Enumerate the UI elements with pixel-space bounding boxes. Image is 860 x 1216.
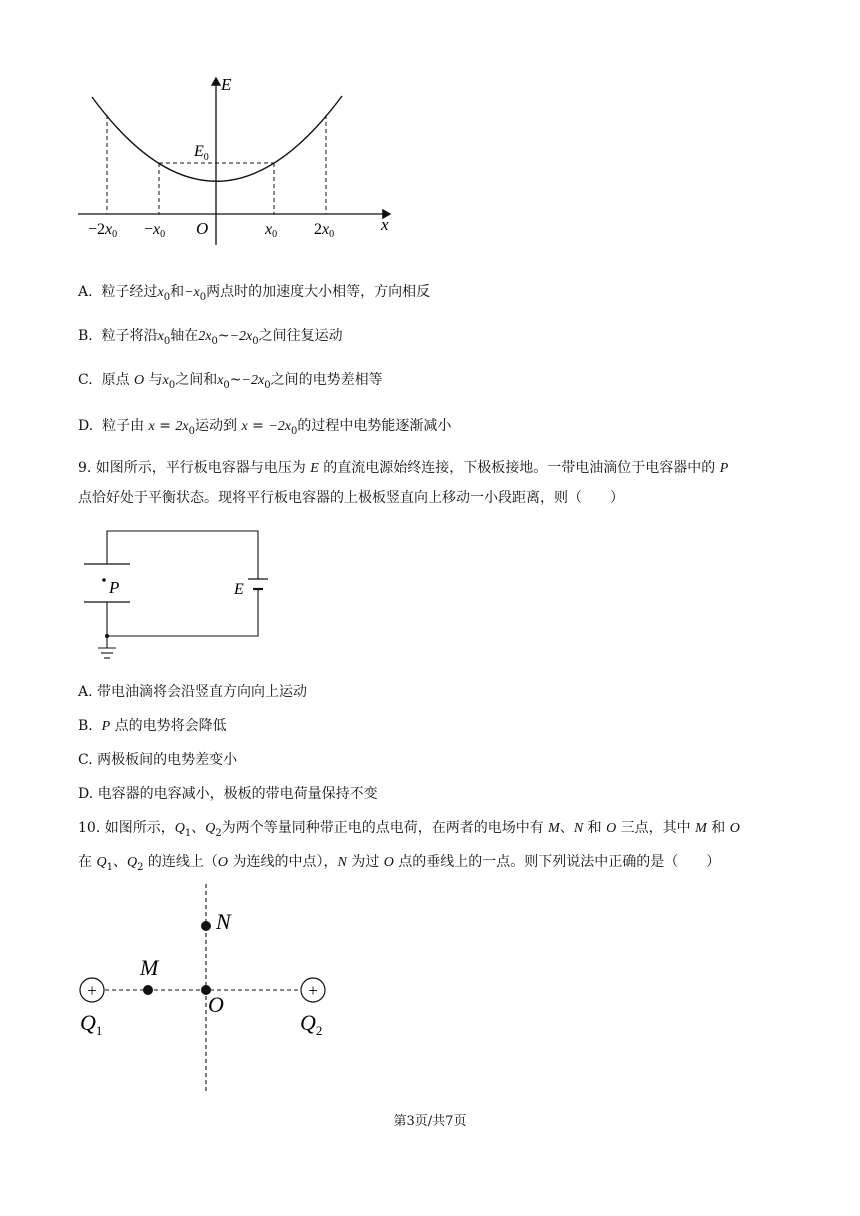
tick-2x0: 2x0 (314, 221, 335, 240)
tick-x0: x0 (265, 221, 278, 240)
figure-capacitor-circuit (78, 522, 278, 670)
q8-option-d: D. 粒子由 $x = 2x_0$运动到 $x = -2x_0$的过程中电势能逐渐减小 (78, 418, 452, 437)
point-m (143, 985, 153, 995)
q8-option-c: C. 原点 O 与$x_0$之间和$x_0\sim-2x_0$之间的电势差相等 (78, 372, 383, 391)
charge-q2-sign: + (308, 981, 318, 1000)
oil-drop-p (102, 578, 106, 582)
q9-stem-line1: 9. 如图所示，平行板电容器与电压为 E 的直流电源始终连接，下极板接地。一带电油滴位于电容器中的 P (78, 460, 729, 476)
q10-stem-line2: 在 $Q_1$、$Q_2$ 的连线上（O 为连线的中点），N 为过 O 点的垂线上的一点。则下列说法中正确的是（ ） (78, 854, 721, 873)
q9-option-a: A. 带电油滴将会沿竖直方向向上运动 (78, 684, 308, 700)
figure-point-charges (78, 882, 338, 1096)
q10-stem-line1: 10. 如图所示，$Q_1$、$Q_2$为两个等量同种带正电的点电荷，在两者的电场中有 M、N 和 O 三点，其中 M 和 O (78, 820, 740, 839)
q8-option-a: A. 粒子经过$x_0$和$-x_0$两点时的加速度大小相等，方向相反 (78, 284, 431, 303)
q9-option-c: C. 两极板间的电势差变小 (78, 752, 238, 768)
axis-y-label: E (221, 75, 232, 94)
top-wire (107, 531, 258, 579)
label-q2: $Q_2$ (300, 1010, 323, 1038)
page-footer: 第3页/共7页 (393, 1114, 467, 1129)
charge-q1-sign: + (87, 981, 97, 1000)
tick-negx0: −x0 (144, 221, 166, 240)
q9-stem-line2: 点恰好处于平衡状态。现将平行板电容器的上极板竖直向上移动一小段距离，则（ ） (78, 490, 624, 506)
q9-option-d: D. 电容器的电容减小，极板的带电荷量保持不变 (78, 786, 378, 802)
axis-x-label: x (381, 215, 389, 234)
label-o: O (208, 992, 224, 1017)
point-n (201, 921, 211, 931)
e-curve (92, 96, 342, 181)
tick-neg2x0: −2x0 (88, 221, 118, 240)
label-p: P (109, 578, 120, 597)
label-m: M (140, 955, 159, 980)
e0-label: $E_0$ (194, 143, 209, 163)
label-q1: $Q_1$ (80, 1010, 103, 1038)
label-e: E (234, 581, 244, 598)
figure-e-x-graph (78, 70, 408, 250)
origin-label: O (196, 219, 209, 238)
q9-option-b: B. P 点的电势将会降低 (78, 718, 227, 734)
label-n: N (216, 909, 231, 934)
q8-option-b: B. 粒子将沿$x_0$轴在$2x_0\sim-2x_0$之间往复运动 (78, 328, 343, 347)
